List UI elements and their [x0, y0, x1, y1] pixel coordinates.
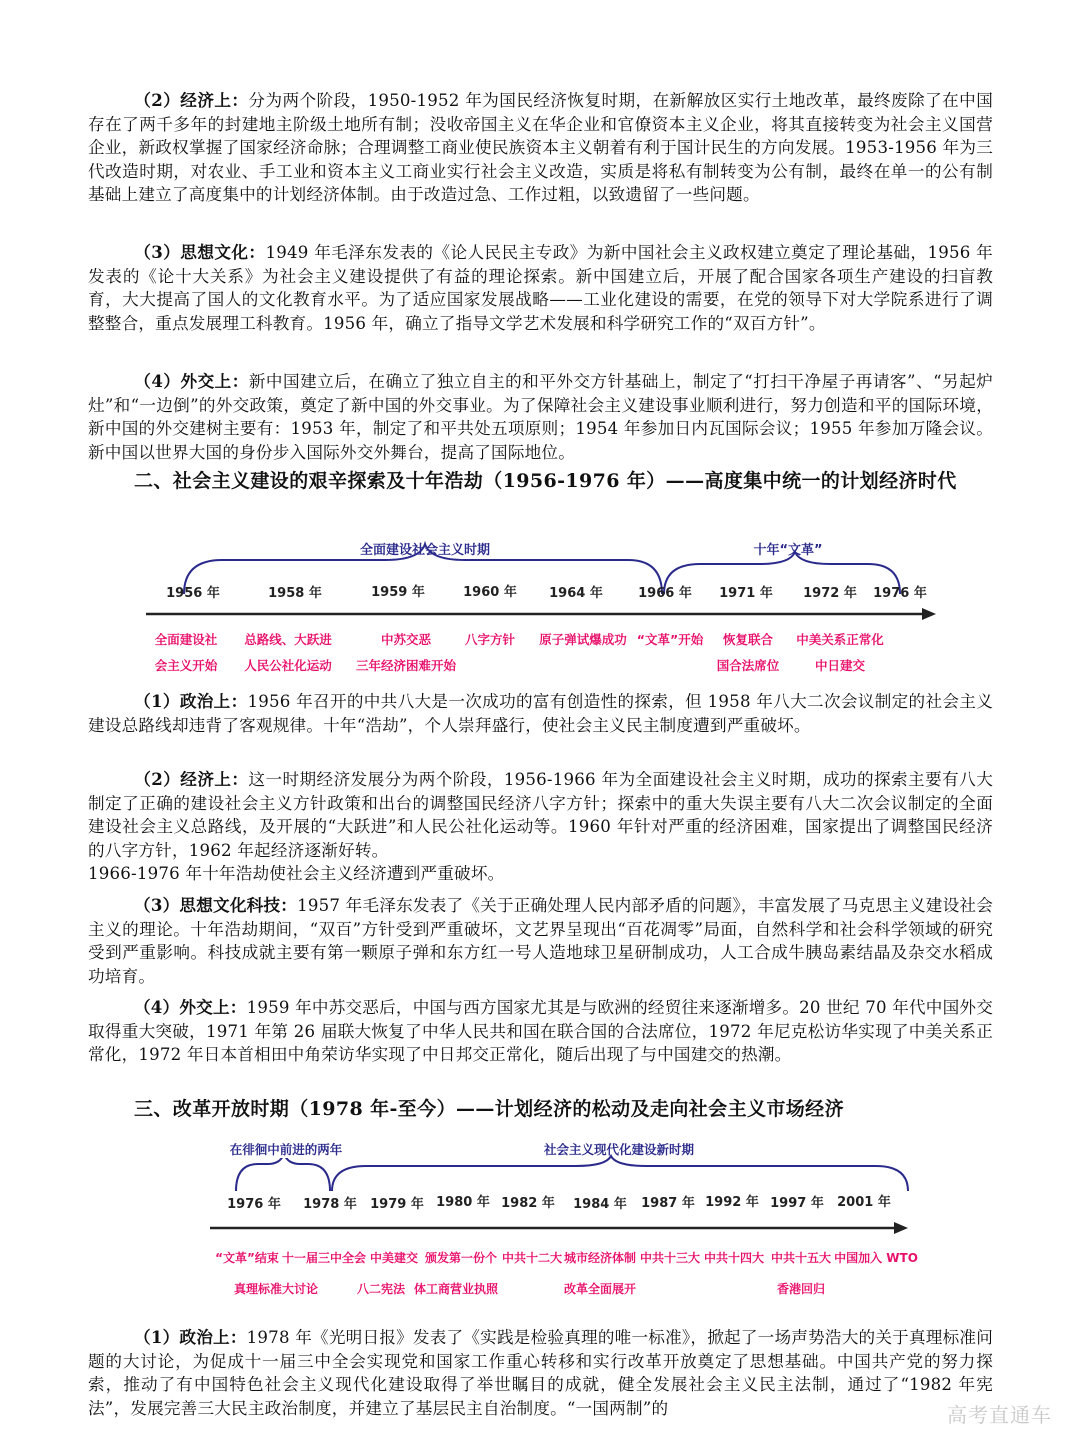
body-text: 新中国建立后，在确立了独立自主的和平外交方针基础上，制定了“打扫干净屋子再请客”、“另起炉灶”和“一边倒”的外交政策，奠定了新中国的外交事业。为了保障社会主义建设事业顺利进行，努力创造和平的国际环境，新中国的外交建树主要有：1953 年，制定了和平共处五项原则；1954 年参加日内瓦国际会议；1955 年参加万隆会议。新中国以世界大国的身份步入国际外交外舞台，提高了国际地位。 — [88, 372, 993, 462]
event-label: 中美建交 — [369, 1251, 419, 1265]
body-text: 1949 年毛泽东发表的《论人民民主专政》为新中国社会主义政权建立奠定了理论基础，1956 年发表的《论十大关系》为社会主义建设提供了有益的理论探索。新中国建立后，开展了配合国家各项生产建设的扫盲教育，大大提高了国人的文化教育水平。为了适应国家发展战略——工业化建设的需要，在党的领导下对大学院系进行了调整整合，重点发展理工科教育。1956 年，确立了指导文学艺术发展和科学研究工作的“双百方针”。 — [88, 243, 993, 333]
year-label: 1976 年 — [873, 586, 927, 601]
paragraph-s3-politics — [88, 1326, 993, 1420]
year-label: 1978 年 — [303, 1197, 357, 1212]
event-label: 全面建设社 — [154, 632, 218, 647]
event-label: 三年经济困难开始 — [355, 658, 457, 673]
event-label: 中美关系正常化 — [796, 632, 884, 647]
watermark: 高考直通车 — [947, 1403, 1052, 1427]
label: （4）外交上： — [134, 997, 247, 1017]
period-label-1: 全面建设社会主义时期 — [359, 543, 491, 558]
axis-arrow-icon — [922, 608, 936, 620]
year-label: 1976 年 — [227, 1197, 281, 1212]
timeline-1976-2001 — [196, 1136, 926, 1310]
body-text: 1959 年中苏交恶后，中国与西方国家尤其是与欧洲的经贸往来逐渐增多。20 世纪 70 年代中国外交取得重大突破，1971 年第 26 届联大恢复了中华人民共和国在联合国的合法席位，1972 年尼克松访华实现了中美关系正常化，1972 年日本首相田中角荣访华实现了中日邦交正常化，随后出现了与中国建交的热潮。 — [88, 998, 993, 1064]
paragraph-s2-culture — [88, 894, 993, 988]
paragraph-s2-politics — [88, 690, 993, 737]
event-label: “文革”开始 — [636, 632, 704, 647]
brace-period-2 — [332, 1156, 908, 1191]
event-label: 恢复联合 — [722, 632, 774, 647]
event-label: 中共十二大 — [501, 1251, 563, 1265]
event-label: 真理标准大讨论 — [233, 1282, 319, 1296]
label: （1）政治上： — [134, 1327, 247, 1347]
year-label: 1958 年 — [268, 586, 322, 601]
year-label: 2001 年 — [837, 1195, 891, 1210]
label: （2）经济上： — [134, 90, 249, 110]
event-label: 城市经济体制 — [563, 1251, 637, 1265]
body-text: 1956 年召开的中共八大是一次成功的富有创造性的探索，但 1958 年八大二次会议制定的社会主义建设总路线却违背了客观规律。十年“浩劫”，个人崇拜盛行，使社会主义民主制度遭到严重破坏。 — [88, 692, 993, 735]
event-label: 原子弹试爆成功 — [539, 632, 627, 647]
event-label: 颁发第一份个 — [424, 1251, 498, 1265]
year-label: 1956 年 — [166, 586, 220, 601]
label: （3）思想文化科技： — [134, 895, 298, 915]
paragraph-s1-economy — [88, 89, 993, 207]
year-label: 1979 年 — [370, 1197, 424, 1212]
year-label: 1971 年 — [719, 586, 773, 601]
period-label-1: 在徘徊中前进的两年 — [229, 1142, 343, 1157]
year-label: 1964 年 — [549, 586, 603, 601]
paragraph-s2-economy — [88, 768, 993, 886]
paragraph-s1-culture — [88, 241, 993, 335]
event-label: 八字方针 — [464, 632, 516, 647]
body-text: 1957 年毛泽东发表了《关于正确处理人民内部矛盾的问题》，丰富发展了马克思主义建设社会主义的理论。十年浩劫期间，“双百”方针受到严重破坏，文艺界呈现出“百花凋零”局面，自然科学和社会科学领域的研究受到严重影响。科技成就主要有第一颗原子弹和东方红一号人造地球卫星研制成功，人工合成牛胰岛素结晶及杂交水稻成功培育。 — [88, 896, 993, 986]
event-label: 中共十五大 — [770, 1251, 832, 1265]
axis-arrow-icon — [894, 1222, 908, 1234]
event-label: 中苏交恶 — [380, 632, 432, 647]
label: （2）经济上： — [134, 769, 249, 789]
year-label: 1992 年 — [705, 1195, 759, 1210]
event-label: 十一届三中全会 — [281, 1251, 367, 1265]
event-label: 人民公社化运动 — [244, 658, 332, 673]
event-label: 体工商营业执照 — [413, 1282, 499, 1296]
paragraph-s2-diplomacy — [88, 996, 993, 1067]
event-label: 中共十三大 — [639, 1251, 701, 1265]
section-3-heading-text: 三、改革开放时期（1978 年-至今）——计划经济的松动及走向社会主义市场经济 — [134, 1098, 844, 1120]
event-label: 总路线、大跃进 — [244, 632, 332, 647]
year-label: 1980 年 — [436, 1195, 490, 1210]
year-label: 1982 年 — [501, 1196, 555, 1211]
paragraph-s1-diplomacy — [88, 370, 993, 464]
year-label: 1959 年 — [371, 585, 425, 600]
timeline-2-svg — [196, 1136, 926, 1306]
label: （1）政治上： — [134, 691, 248, 711]
body-text: 分为两个阶段，1950-1952 年为国民经济恢复时期，在新解放区实行土地改革，最终废除了在中国存在了两千多年的封建地主阶级土地所有制；没收帝国主义在华企业和官僚资本主义企业，将其直接转变为社会主义国营企业，新政权掌握了国家经济命脉；合理调整工商业使民族资本主义朝着有利于国计民生的方向发展。1953-1956 年为三代改造时期，对农业、手工业和资本主义工商业实行社会主义改造，实质是将私有制转变为公有制，最终在单一的公有制基础上建立了高度集中的计划经济体制。由于改造过急、工作过粗，以致遗留了一些问题。 — [88, 91, 993, 204]
section-2-heading-text: 二、社会主义建设的艰辛探索及十年浩劫（1956-1976 年）——高度集中统一的计划经济时代 — [134, 470, 957, 492]
body-text: 1978 年《光明日报》发表了《实践是检验真理的唯一标准》，掀起了一场声势浩大的关于真理标准问题的大讨论，为促成十一届三中全会实现党和国家工作重心转移和实行改革开放奠定了思想基础。中国共产党的努力探索，推动了有中国特色社会主义现代化建设取得了举世瞩目的成就，健全发展社会主义民主法制，通过了“1982 年宪法”，发展完善三大民主政治制度，并建立了基层民主自治制度。“一国两制”的 — [88, 1328, 993, 1418]
event-label: 八二宪法 — [356, 1282, 406, 1296]
event-label: 香港回归 — [776, 1282, 826, 1296]
event-label: 中日建交 — [814, 658, 866, 673]
year-label: 1972 年 — [803, 586, 857, 601]
body-text: 这一时期经济发展分为两个阶段，1956-1966 年为全面建设社会主义时期，成功的探索主要有八大制定了正确的建设社会主义方针政策和出台的调整国民经济八字方针；探索中的重大失误主要有八大二次会议制定的全面建设社会主义总路线，及开展的“大跃进”和人民公社化运动等。1960 年针对严重的经济困难，国家提出了调整国民经济的八字方针，1962 年起经济逐渐好转。 — [88, 770, 993, 860]
year-label: 1960 年 — [463, 585, 517, 600]
year-label: 1966 年 — [638, 586, 692, 601]
event-label: “文革”结束 — [215, 1251, 279, 1265]
section-3-heading — [88, 1096, 998, 1122]
brace-period-1 — [236, 1154, 330, 1191]
timeline-1956-1976 — [140, 536, 940, 690]
timeline-1-svg — [140, 536, 940, 686]
period-label-2: 十年“文革” — [753, 543, 823, 558]
event-label: 中共十四大 — [703, 1251, 765, 1265]
label: （3）思想文化： — [134, 242, 266, 262]
label: （4）外交上： — [134, 371, 249, 391]
event-label: 中国加入 WTO — [834, 1251, 918, 1265]
event-label: 会主义开始 — [154, 658, 218, 673]
year-label: 1997 年 — [770, 1196, 824, 1211]
body-text-2: 1966-1976 年十年浩劫使社会主义经济遭到严重破坏。 — [88, 864, 505, 883]
section-2-heading — [88, 468, 998, 494]
year-label: 1987 年 — [641, 1196, 695, 1211]
brace-period-2 — [664, 552, 900, 594]
year-label: 1984 年 — [573, 1197, 627, 1212]
event-label: 国合法席位 — [716, 658, 780, 673]
period-label-2: 社会主义现代化建设新时期 — [543, 1142, 695, 1157]
event-label: 改革全面展开 — [563, 1282, 637, 1296]
